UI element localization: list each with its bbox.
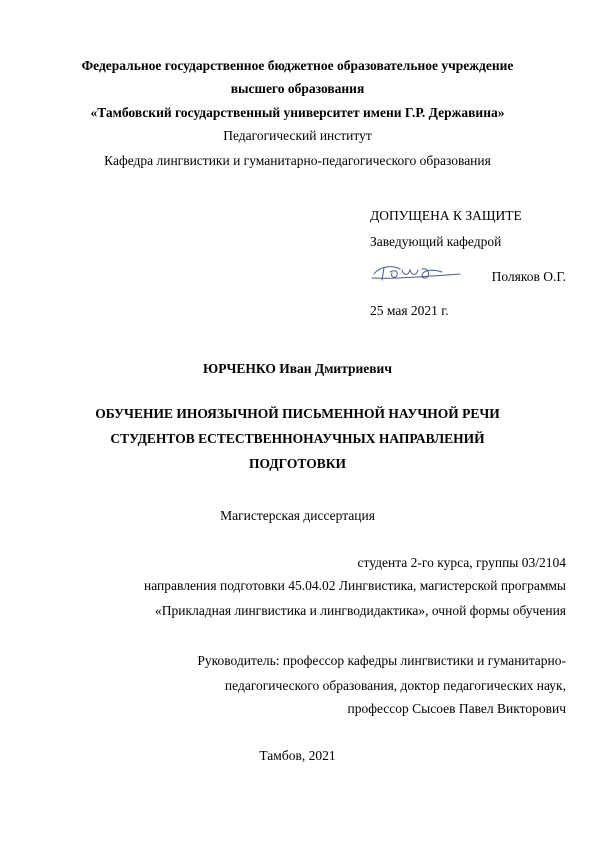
university-name: «Тамбовский государственный университет имени Г.Р. Державина»: [90, 105, 505, 120]
student-info-line-3: «Прикладная лингвистика и лингводидактика», очной формы обучения: [155, 603, 566, 618]
thesis-title-line-2: СТУДЕНТОВ ЕСТЕСТВЕННОНАУЧНЫХ НАПРАВЛЕНИЙ: [110, 431, 485, 446]
approval-status: ДОПУЩЕНА К ЗАЩИТЕ: [370, 208, 522, 223]
approval-name: Поляков О.Г.: [491, 269, 566, 284]
institution-line-1: Федеральное государственное бюджетное образовательное учреждение: [81, 58, 514, 73]
supervisor-line-3: профессор Сысоев Павел Викторович: [347, 701, 566, 716]
approval-date: 25 мая 2021 г.: [370, 303, 449, 318]
author-name: ЮРЧЕНКО Иван Дмитриевич: [203, 361, 392, 376]
institute-name: Педагогический институт: [223, 128, 372, 143]
student-info-line-2: направления подготовки 45.04.02 Лингвистика, магистерской программы: [144, 578, 566, 593]
signature-icon: [370, 260, 465, 284]
institution-line-2: высшего образования: [230, 81, 365, 96]
student-info-line-1: студента 2-го курса, группы 03/2104: [357, 555, 566, 570]
thesis-title-line-3: ПОДГОТОВКИ: [249, 456, 346, 471]
thesis-title-line-1: ОБУЧЕНИЕ ИНОЯЗЫЧНОЙ ПИСЬМЕННОЙ НАУЧНОЙ РЕЧИ: [95, 406, 500, 421]
city-year: Тамбов, 2021: [259, 748, 336, 763]
department-name: Кафедра лингвистики и гуманитарно-педагогического образования: [104, 153, 491, 168]
supervisor-line-1: Руководитель: профессор кафедры лингвистики и гуманитарно-: [197, 653, 566, 668]
supervisor-line-2: педагогического образования, доктор педагогических наук,: [224, 678, 566, 693]
approval-position: Заведующий кафедрой: [370, 234, 502, 249]
work-type: Магистерская диссертация: [220, 508, 375, 523]
